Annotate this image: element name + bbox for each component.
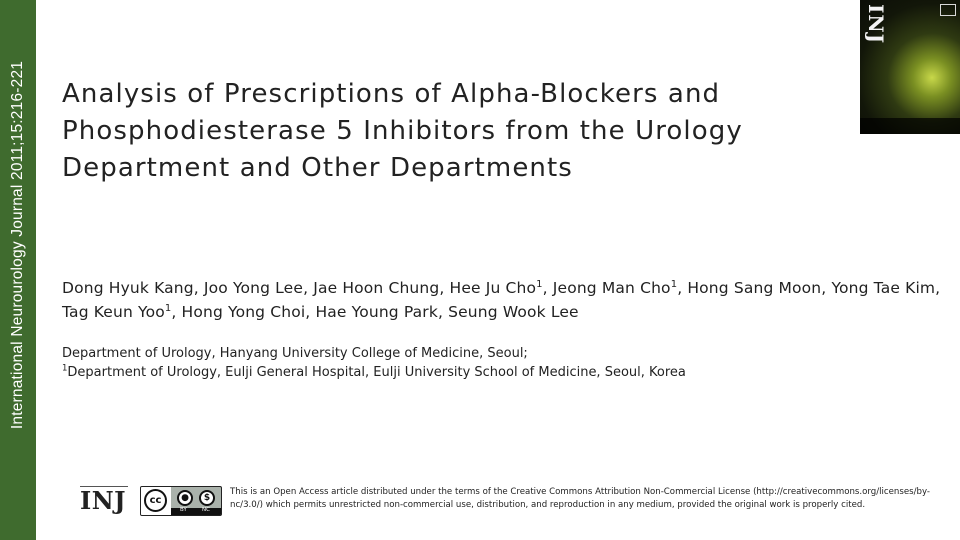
author	[62, 279, 204, 297]
author	[831, 279, 940, 297]
author-separator: ,	[193, 279, 204, 297]
author-separator: ,	[171, 303, 182, 321]
affiliation-mark: 1	[62, 363, 68, 374]
author-name: Hong Sang Moon	[687, 279, 822, 297]
author	[448, 303, 579, 321]
non-commercial-icon: $	[199, 490, 215, 506]
author-name: Yong Tae Kim	[831, 279, 936, 297]
author-separator: ,	[935, 279, 941, 297]
author-name: Joo Yong Lee	[203, 279, 304, 297]
author-name: Jae Hoon Chung	[313, 279, 440, 297]
author-separator: ,	[303, 279, 314, 297]
author	[687, 279, 831, 297]
author-affiliation-mark: 1	[670, 278, 678, 290]
author-name: Tag Keun Yoo	[62, 303, 165, 321]
cover-logo: INJ	[864, 4, 888, 45]
author-separator: ,	[437, 303, 449, 321]
author-separator: ,	[677, 279, 688, 297]
author-name: Hee Ju Cho	[449, 279, 537, 297]
author	[62, 303, 182, 321]
cover-footer-strip	[860, 118, 960, 134]
journal-cover-thumbnail	[860, 0, 960, 134]
cc-nc-label: NC	[202, 507, 210, 513]
author-affiliation-mark: 1	[164, 302, 172, 314]
author	[315, 303, 448, 321]
author-name: Hong Yong Choi	[181, 303, 306, 321]
author-separator: ,	[439, 279, 450, 297]
inj-logo	[80, 482, 130, 518]
author	[553, 279, 688, 297]
author-name: Jeong Man Cho	[552, 279, 671, 297]
cc-badge-band	[171, 508, 221, 515]
author	[450, 279, 553, 297]
cc-by-label: BY	[180, 507, 187, 513]
affiliation-line	[62, 363, 942, 382]
license-text: This is an Open Access article distributed under the terms of the Creative Commons Attribution Non-Commercial License (http://creativecommons.org/licenses/by-nc/3.0/) which permits unrestricted non-commercial use, distribution, and reproduction in any medium, provided the original work is properly cited.	[230, 487, 930, 510]
author-separator: ,	[821, 279, 832, 297]
creative-commons-badge	[140, 486, 222, 516]
author-affiliation-mark: 1	[536, 278, 543, 290]
author	[204, 279, 313, 297]
logo-text: INJ	[80, 486, 127, 515]
author-list	[62, 276, 954, 324]
journal-citation: International Neurourology Journal 2011;15:216-221	[9, 60, 26, 430]
attribution-icon: ●	[177, 490, 193, 506]
author-separator: ,	[305, 303, 316, 321]
author-name: Seung Wook Lee	[448, 303, 579, 321]
author-name: Dong Hyuk Kang	[62, 279, 194, 297]
affiliation-line: Department of Urology, Hanyang University College of Medicine, Seoul;	[62, 346, 528, 361]
affiliation-text: Department of Urology, Eulji General Hospital, Eulji University School of Medicine, Seoul, Korea	[67, 365, 686, 380]
cc-icon: cc	[144, 489, 167, 512]
author-name: Hae Young Park	[315, 303, 438, 321]
author	[182, 303, 316, 321]
journal-side-band	[0, 0, 36, 540]
cover-corner-box	[940, 4, 956, 16]
affiliations	[62, 344, 942, 382]
article-title: Analysis of Prescriptions of Alpha-Blockers and Phosphodiesterase 5 Inhibitors from the Urology Department and Other Departments	[62, 79, 743, 183]
author-separator: ,	[542, 279, 553, 297]
author	[313, 279, 449, 297]
